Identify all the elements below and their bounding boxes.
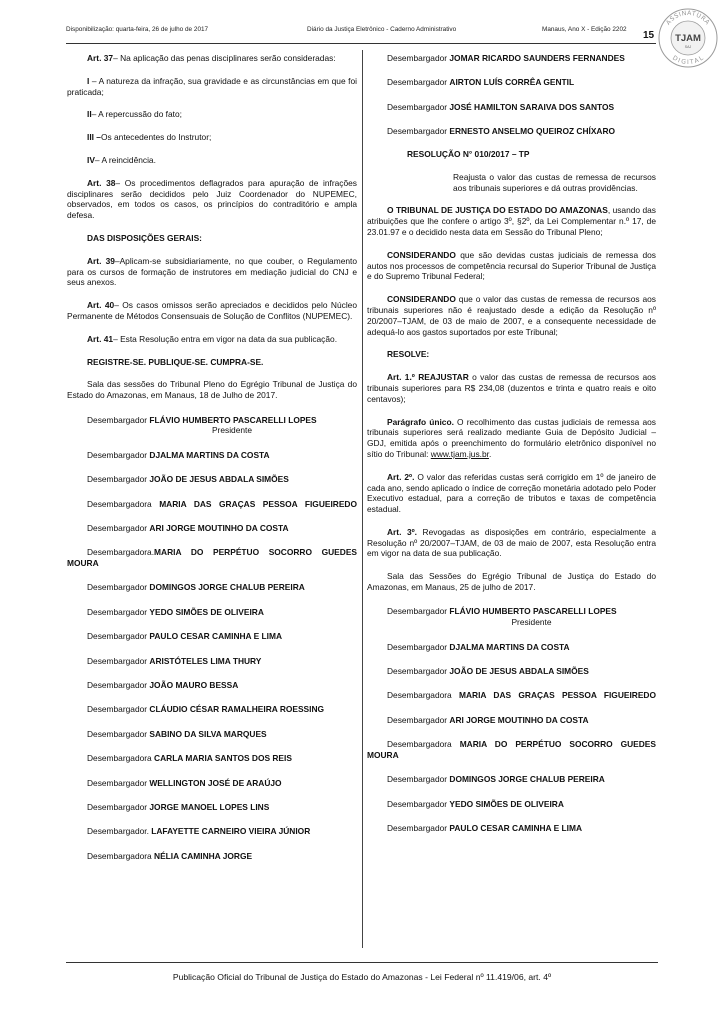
item-ii-paragraph: II– A repercussão do fato; xyxy=(87,109,182,120)
signature-line xyxy=(367,642,656,653)
item-iii-paragraph: III –Os antecedentes do Instrutor; xyxy=(87,132,212,143)
svg-text:TJAM: TJAM xyxy=(675,33,701,44)
signature-title: Desembargador xyxy=(87,474,150,485)
signature-title: Desembargador xyxy=(387,774,450,785)
signature-line xyxy=(67,450,357,461)
signature-line xyxy=(67,778,357,789)
signature-title: Desembargador xyxy=(387,126,450,137)
signature-name: MARIA DO PERPÉTUO SOCORRO GUEDES MOURA xyxy=(67,547,357,569)
signature-title: Desembargadora. xyxy=(87,547,155,558)
presidente-label: Presidente xyxy=(211,425,253,436)
signature-line xyxy=(67,729,357,740)
signature-title: Desembargador xyxy=(387,641,450,652)
signature-line xyxy=(67,802,357,813)
signature-name: MARIA DO PERPÉTUO SOCORRO GUEDES MOURA xyxy=(367,739,656,761)
signature-line xyxy=(67,523,357,534)
signature-name: PAULO CESAR CAMINHA E LIMA xyxy=(149,631,282,642)
signature-line xyxy=(67,582,357,593)
tribunal-paragraph: O TRIBUNAL DE JUSTIÇA DO ESTADO DO AMAZONAS, usando das atribuições que lhe confere o artigo 3º, §2º, da Lei Complementar n.º 17, de 23.01.97 e o decidido nesta data em Sessão do Tribunal Pleno; xyxy=(367,205,656,237)
signature-name: ARI JORGE MOUTINHO DA COSTA xyxy=(149,522,289,533)
footer-text: Publicação Oficial do Tribunal de Justiça do Estado do Amazonas - Lei Federal nº 11.419/06, art. 4º xyxy=(172,972,552,982)
signature-line xyxy=(367,77,656,88)
signature-line xyxy=(67,499,357,510)
tjam-digital-signature-seal-icon xyxy=(656,6,720,70)
svg-text:ASSINATURA: ASSINATURA xyxy=(664,9,712,27)
item-i-paragraph: I – A natureza da infração, sua gravidade e as circunstâncias em que foi praticada; xyxy=(67,75,357,97)
signature-name: ARISTÓTELES LIMA THURY xyxy=(149,655,262,666)
signature-title: Desembargador xyxy=(387,77,450,88)
signature-title: Desembargador xyxy=(87,606,150,617)
signature-line xyxy=(367,774,656,785)
signature-title: Desembargadora xyxy=(87,498,160,509)
sala-sessoes-paragraph: Sala das sessões do Tribunal Pleno do Egrégio Tribunal de Justiça do Estado do Amazonas, em Manaus, 18 de Julho de 2017. xyxy=(67,379,357,401)
signature-name: ERNESTO ANSELMO QUEIROZ CHÍXARO xyxy=(449,126,616,137)
signature-name: PAULO CESAR CAMINHA E LIMA xyxy=(449,823,582,834)
signature-title: Desembargador xyxy=(87,680,150,691)
presidente-label: Presidente xyxy=(511,617,552,628)
resolve-heading: RESOLVE: xyxy=(387,349,430,360)
signature-line xyxy=(67,631,357,642)
right-bottom-signature-list xyxy=(367,606,656,834)
signature-line xyxy=(367,739,656,761)
signature-title: Desembargadora xyxy=(387,739,460,750)
signature-name: JOÃO DE JESUS ABDALA SIMÕES xyxy=(449,666,589,677)
signature-name: CLÁUDIO CÉSAR RAMALHEIRA ROESSING xyxy=(149,704,325,715)
signature-title: Desembargador xyxy=(387,714,450,725)
signature-title: Desembargador xyxy=(387,666,450,677)
signature-line xyxy=(367,823,656,834)
signature-line xyxy=(67,607,357,618)
signature-line xyxy=(367,666,656,677)
header-edition: Manaus, Ano X - Edição 2202 xyxy=(542,26,627,33)
art41-paragraph: Art. 41– Esta Resolução entra em vigor na data da sua publicação. xyxy=(87,333,338,344)
signature-line xyxy=(67,826,357,837)
signature-title: Desembargadora xyxy=(387,690,459,701)
signature-name: FLÁVIO HUMBERTO PASCARELLI LOPES xyxy=(149,414,317,425)
art3-paragraph: Art. 3º. Revogadas as disposições em contrário, especialmente a Resolução nº 20/2007–TJAM, de 03 de maio de 2007, esta Resolução entra em vigor na data de sua publicação. xyxy=(367,526,656,559)
signature-name: CARLA MARIA SANTOS DOS REIS xyxy=(154,753,292,764)
signature-line xyxy=(67,656,357,667)
disposicoes-heading: DAS DISPOSIÇÕES GERAIS: xyxy=(87,232,202,243)
header-journal: Diário da Justiça Eletrônico - Caderno Administrativo xyxy=(307,26,457,33)
signature-title: Desembargador xyxy=(87,655,150,666)
signature-title: Desembargador xyxy=(87,777,150,788)
signature-title: Desembargadora xyxy=(87,753,155,764)
signature-name: MARIA DAS GRAÇAS PESSOA FIGUEIREDO xyxy=(459,690,656,701)
considerando-2-paragraph: CONSIDERANDO que o valor das custas de remessa de recursos aos tribunais superiores não é reajustado desde a edição da Resolução nº 20/2007–TJAM, de 03 de maio de 2007, e a consequente necessidade de adequá-lo aos gastos suportados por este Tribunal; xyxy=(367,294,656,337)
signature-title: Desembargador xyxy=(387,53,450,63)
signature-title: Desembargador xyxy=(87,449,150,460)
signature-line xyxy=(67,680,357,691)
signature-name: DOMINGOS JORGE CHALUB PEREIRA xyxy=(149,582,305,593)
considerando-1-paragraph: CONSIDERANDO que são devidas custas judiciais de remessa dos autos nos processos de competência recursal do Superior Tribunal de Justiça e do Supremo Tribunal Federal; xyxy=(367,249,656,282)
sala-sessoes-paragraph-right: Sala das Sessões do Egrégio Tribunal de Justiça do Estado do Amazonas, em Manaus, 25 de julho de 2017. xyxy=(367,571,656,593)
signature-name: DOMINGOS JORGE CHALUB PEREIRA xyxy=(449,774,605,785)
signature-name: WELLINGTON JOSÉ DE ARAÚJO xyxy=(149,777,282,788)
right-top-signature-list xyxy=(367,53,656,137)
art2-paragraph: Art. 2º. O valor das referidas custas será corrigido em 1º de janeiro de cada ano, sendo aplicado o índice de correção monetária adotado pelo Poder Executivo estadual, para a correção de tributos e taxas de competência estadual. xyxy=(367,471,657,515)
signature-name: DJALMA MARTINS DA COSTA xyxy=(449,641,570,652)
signature-line xyxy=(67,704,357,715)
signature-title: Desembargador xyxy=(87,522,150,533)
signature-name: LAFAYETTE CARNEIRO VIEIRA JÚNIOR xyxy=(151,826,311,837)
signature-title: Desembargadora xyxy=(87,850,155,861)
signature-line xyxy=(367,799,656,810)
signature-title: Desembargador xyxy=(387,823,450,834)
signature-title: Desembargador xyxy=(87,728,150,739)
tjam-website-link[interactable]: www.tjam.jus.br xyxy=(430,448,489,459)
signature-line xyxy=(67,474,357,485)
signature-line xyxy=(367,690,656,701)
resolution-summary: Reajusta o valor das custas de remessa de recursos aos tribunais superiores e dá outras providências. xyxy=(453,171,656,193)
signature-line xyxy=(367,53,656,64)
signature-title: Desembargador xyxy=(387,798,450,809)
resolution-title: RESOLUÇÃO N° 010/2017 – TP xyxy=(407,148,530,159)
art39-paragraph: Art. 39–Aplicam-se subsidiariamente, no que couber, o Regulamento para os cursos de formação de instrutores em mediação judicial do CNJ e seus anexos. xyxy=(67,255,357,288)
signature-name: JOÃO DE JESUS ABDALA SIMÕES xyxy=(149,474,289,485)
registre-line: REGISTRE-SE. PUBLIQUE-SE. CUMPRA-SE. xyxy=(87,356,264,367)
signature-name: DJALMA MARTINS DA COSTA xyxy=(149,449,270,460)
signature-title: Desembargador xyxy=(87,704,150,715)
signature-line xyxy=(67,415,357,426)
signature-name: JORGE MANOEL LOPES LINS xyxy=(149,801,270,812)
paragrafo-unico: Parágrafo único. O recolhimento das custas judiciais de remessa aos tribunais superiores será realizado mediante Guia de Depósito Judicial – GDJ, emitida após o preenchimento do formulário eletrônico disponível no sítio do Tribunal: www.tjam.jus.br. xyxy=(367,416,656,459)
signature-line xyxy=(367,102,656,113)
signature-name: YEDO SIMÕES DE OLIVEIRA xyxy=(149,606,264,617)
right-column xyxy=(367,53,656,834)
footer-rule xyxy=(66,962,658,963)
signature-name: ARI JORGE MOUTINHO DA COSTA xyxy=(449,714,589,725)
signature-title: Desembargador xyxy=(387,606,450,617)
signature-line xyxy=(367,715,656,726)
signature-title: Desembargador xyxy=(87,631,150,642)
column-divider xyxy=(362,50,363,948)
signature-title: Desembargador xyxy=(87,801,150,812)
signature-line xyxy=(367,606,656,617)
signature-name: SABINO DA SILVA MARQUES xyxy=(149,728,267,739)
signature-name: MARIA DAS GRAÇAS PESSOA FIGUEIREDO xyxy=(159,498,357,509)
signature-line xyxy=(67,851,357,862)
art40-paragraph: Art. 40– Os casos omissos serão apreciados e decididos pelo Núcleo Permanente de Métodos Consensuais de Solução de Conflitos (NUPEMEC). xyxy=(67,300,357,321)
signature-title: Desembargador xyxy=(87,582,150,593)
item-iv-paragraph: IV– A reincidência. xyxy=(87,154,156,165)
signature-name: JOSÉ HAMILTON SARAIVA DOS SANTOS xyxy=(449,101,615,112)
signature-title: Desembargador. xyxy=(87,826,152,837)
art37-paragraph: Art. 37– Na aplicação das penas disciplinares serão consideradas: xyxy=(87,53,336,63)
signature-name: JOMAR RICARDO SAUNDERS FERNANDES xyxy=(449,53,625,63)
left-signature-list xyxy=(67,415,357,862)
signature-name: AIRTON LUÍS CORRÊA GENTIL xyxy=(449,77,575,88)
signature-title: Desembargador xyxy=(87,414,150,425)
header-date: Disponibilização: quarta-feira, 26 de julho de 2017 xyxy=(66,26,209,33)
art1-paragraph: Art. 1.º REAJUSTAR o valor das custas de remessa de recursos aos tribunais superiores para R$ 234,08 (duzentos e trinta e quatro reais e oito centavos); xyxy=(367,372,656,404)
signature-line xyxy=(367,126,656,137)
signature-title: Desembargador xyxy=(387,101,450,112)
signature-line xyxy=(67,753,357,764)
signature-name: JOÃO MAURO BESSA xyxy=(149,680,239,691)
signature-name: FLÁVIO HUMBERTO PASCARELLI LOPES xyxy=(449,606,617,617)
svg-text:DIGITAL: DIGITAL xyxy=(671,54,706,67)
header-rule xyxy=(66,43,656,44)
art38-paragraph: Art. 38– Os procedimentos deflagrados para apuração de infrações disciplinares serão decididos pelo Juiz Coordenador do NUPEMEC, observados, em todos os casos, os princípios do contraditório e ampla defesa. xyxy=(67,177,357,221)
svg-text:SAJ: SAJ xyxy=(684,45,692,49)
signature-name: NÉLIA CAMINHA JORGE xyxy=(154,850,253,861)
signature-line xyxy=(67,547,357,569)
page-number: 15 xyxy=(643,30,655,41)
left-column xyxy=(67,53,357,862)
signature-name: YEDO SIMÕES DE OLIVEIRA xyxy=(449,798,564,809)
